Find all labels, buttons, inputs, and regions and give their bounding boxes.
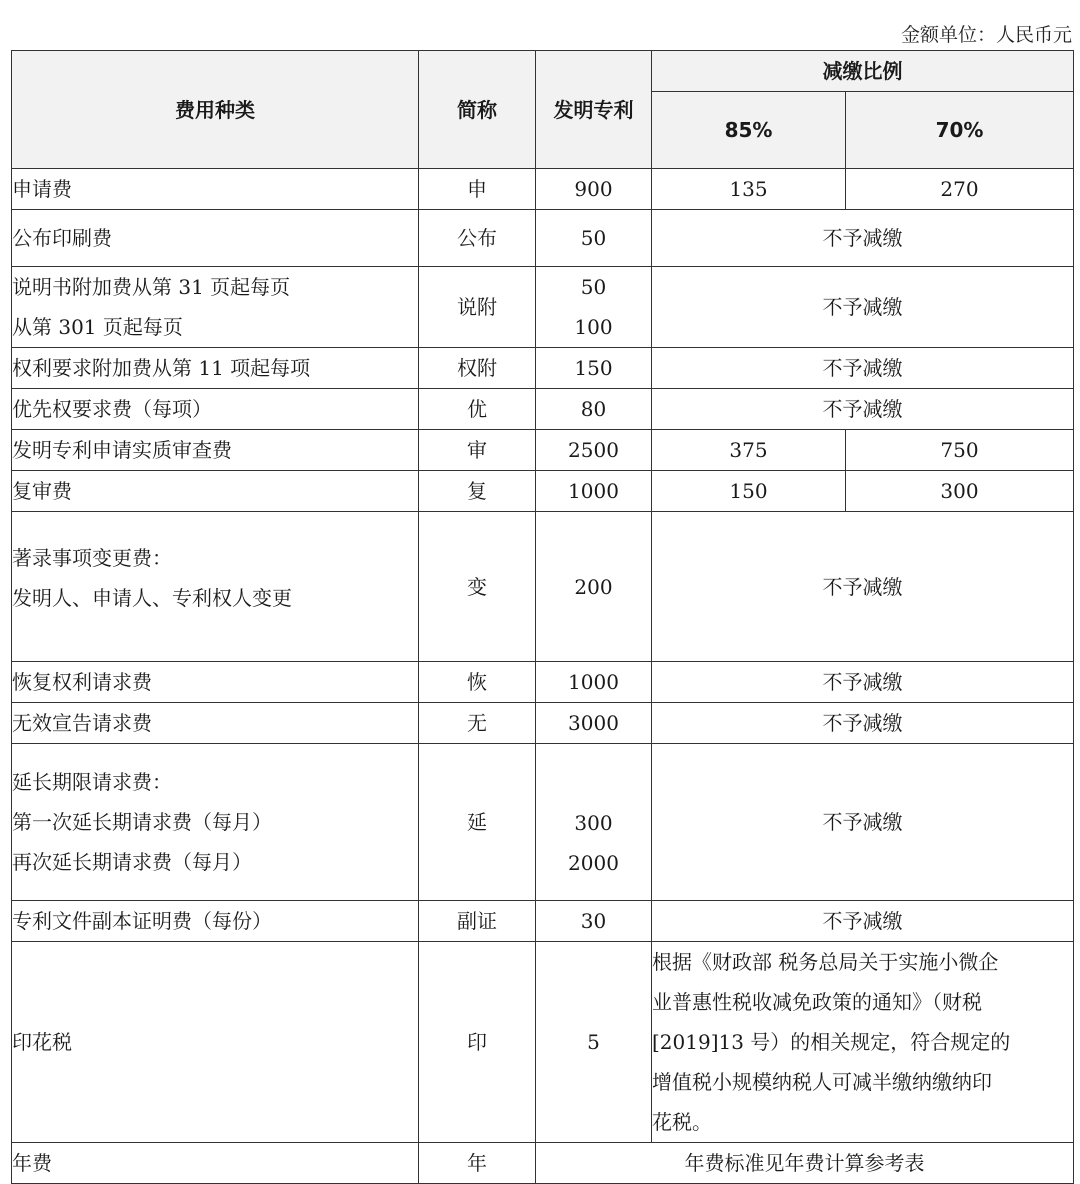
fee-name-line: 从第 301 页起每页 [12, 315, 183, 339]
fee-abbr: 年 [419, 1143, 536, 1184]
policy-note-line: 根据《财政部 税务总局关于实施小微企 [652, 950, 999, 974]
table-row [12, 267, 1074, 348]
fee-name: 恢复权利请求费 [12, 662, 419, 703]
no-reduction-note: 不予减缴 [652, 662, 1074, 703]
fee-amount [536, 744, 652, 901]
fee-amount-line: 100 [574, 315, 613, 339]
header-reduction-ratio: 减缴比例 [652, 51, 1074, 92]
fee-name: 发明专利申请实质审查费 [12, 430, 419, 471]
fee-amount: 80 [536, 389, 652, 430]
fee-abbr: 变 [419, 512, 536, 662]
fee-name: 印花税 [12, 942, 419, 1143]
fee-name-line: 再次延长期请求费（每月） [12, 850, 252, 874]
fee-amount: 50 [536, 210, 652, 267]
table-row [12, 210, 1074, 267]
fee-amount: 1000 [536, 662, 652, 703]
table-row [12, 512, 1074, 662]
fee-amount: 200 [536, 512, 652, 662]
fee-amount [536, 267, 652, 348]
fee-abbr: 公布 [419, 210, 536, 267]
stamp-tax-policy-note [652, 942, 1074, 1143]
reduced-85: 150 [652, 471, 846, 512]
reduced-85: 375 [652, 430, 846, 471]
fee-amount: 1000 [536, 471, 652, 512]
table-row [12, 744, 1074, 901]
reduced-70: 270 [846, 169, 1074, 210]
table-row [12, 1143, 1074, 1184]
fee-name [12, 512, 419, 662]
no-reduction-note: 不予减缴 [652, 210, 1074, 267]
reduced-70: 300 [846, 471, 1074, 512]
reduced-70: 750 [846, 430, 1074, 471]
fee-name: 权利要求附加费从第 11 项起每项 [12, 348, 419, 389]
annual-fee-note: 年费标准见年费计算参考表 [536, 1143, 1074, 1184]
fee-amount: 150 [536, 348, 652, 389]
header-pct-85: 85% [652, 92, 846, 169]
fee-name [12, 267, 419, 348]
fee-amount-line: 300 [574, 811, 613, 835]
fee-name: 年费 [12, 1143, 419, 1184]
fee-abbr: 延 [419, 744, 536, 901]
fee-name: 无效宣告请求费 [12, 703, 419, 744]
fee-name-line: 著录事项变更费： [12, 546, 172, 570]
fee-amount: 3000 [536, 703, 652, 744]
fee-amount-line: 2000 [568, 851, 619, 875]
amount-unit-label: 金额单位：人民币元 [900, 24, 1072, 46]
fee-amount-line: 50 [580, 275, 607, 299]
fee-abbr: 副证 [419, 901, 536, 942]
fee-name: 申请费 [12, 169, 419, 210]
no-reduction-note: 不予减缴 [652, 512, 1074, 662]
policy-note-line: 增值税小规模纳税人可减半缴纳缴纳印 [652, 1070, 992, 1094]
fee-name [12, 744, 419, 901]
no-reduction-note: 不予减缴 [652, 348, 1074, 389]
header-pct-70: 70% [846, 92, 1074, 169]
policy-note-line: 业普惠性税收减免政策的通知》（财税 [652, 990, 982, 1014]
reduced-85: 135 [652, 169, 846, 210]
table-row [12, 348, 1074, 389]
fee-amount: 30 [536, 901, 652, 942]
fee-abbr: 申 [419, 169, 536, 210]
fee-amount: 900 [536, 169, 652, 210]
no-reduction-note: 不予减缴 [652, 389, 1074, 430]
patent-fee-table [11, 50, 1074, 1184]
table-row [12, 901, 1074, 942]
fee-name-line: 发明人、申请人、专利权人变更 [12, 586, 292, 610]
fee-abbr: 优 [419, 389, 536, 430]
table-row [12, 942, 1074, 1143]
header-abbr: 简称 [419, 51, 536, 169]
fee-abbr: 复 [419, 471, 536, 512]
no-reduction-note: 不予减缴 [652, 901, 1074, 942]
fee-name: 优先权要求费（每项） [12, 389, 419, 430]
fee-name: 复审费 [12, 471, 419, 512]
fee-abbr: 恢 [419, 662, 536, 703]
table-row [12, 662, 1074, 703]
no-reduction-note: 不予减缴 [652, 267, 1074, 348]
fee-abbr: 权附 [419, 348, 536, 389]
fee-abbr: 无 [419, 703, 536, 744]
policy-note-line: [2019]13 号）的相关规定，符合规定的 [652, 1030, 1011, 1054]
header-invention-patent: 发明专利 [536, 51, 652, 169]
table-row [12, 169, 1074, 210]
table-row [12, 430, 1074, 471]
fee-abbr: 印 [419, 942, 536, 1143]
table-row [12, 703, 1074, 744]
fee-abbr: 说附 [419, 267, 536, 348]
fee-abbr: 审 [419, 430, 536, 471]
table-row [12, 389, 1074, 430]
fee-name-line: 延长期限请求费： [12, 770, 172, 794]
fee-name: 公布印刷费 [12, 210, 419, 267]
fee-name-line: 第一次延长期请求费（每月） [12, 810, 272, 834]
no-reduction-note: 不予减缴 [652, 744, 1074, 901]
no-reduction-note: 不予减缴 [652, 703, 1074, 744]
header-fee-type: 费用种类 [12, 51, 419, 169]
table-row [12, 471, 1074, 512]
policy-note-line: 花税。 [652, 1110, 712, 1134]
fee-amount: 5 [536, 942, 652, 1143]
fee-amount: 2500 [536, 430, 652, 471]
fee-name-line: 说明书附加费从第 31 页起每页 [12, 275, 291, 299]
fee-name: 专利文件副本证明费（每份） [12, 901, 419, 942]
